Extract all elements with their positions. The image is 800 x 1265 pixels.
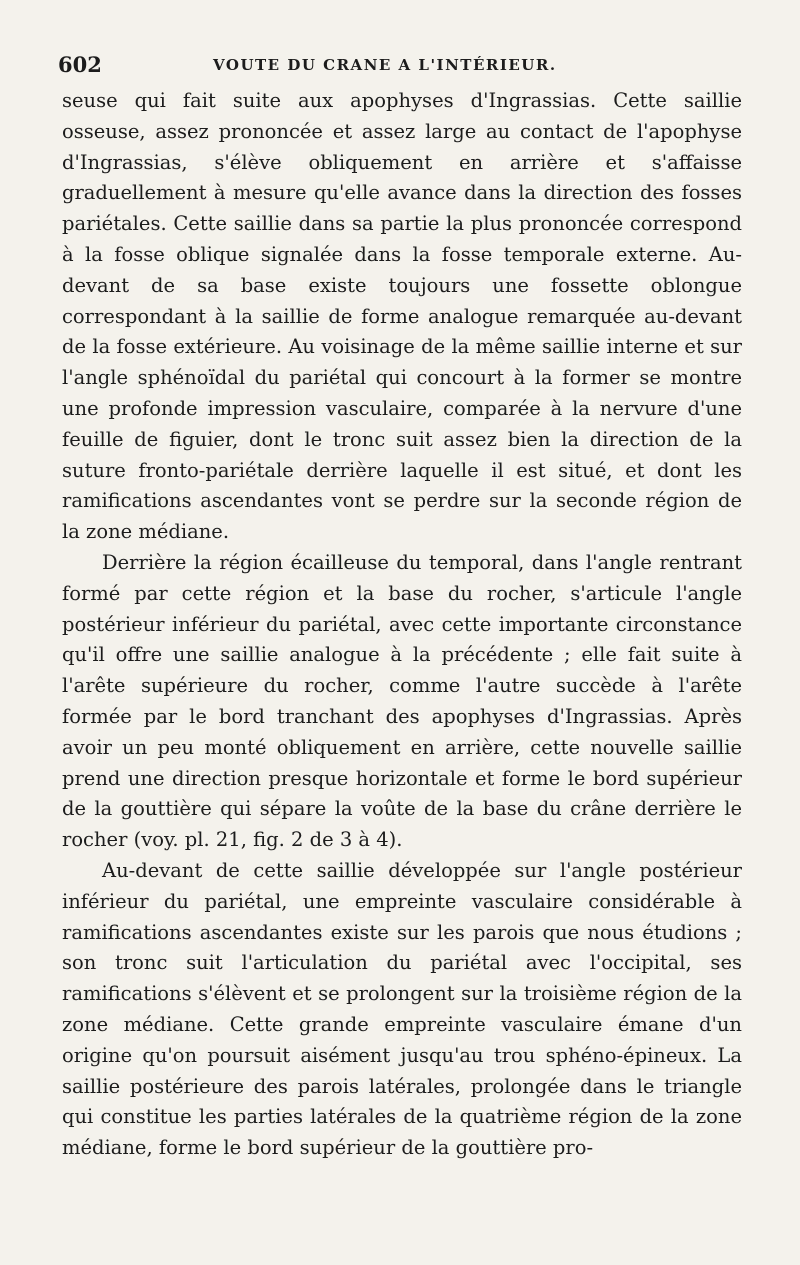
paragraph-1: seuse qui fait suite aux apophyses d'Ingrassias. Cette saillie osseuse, assez prononcée et assez large au contact de l'apophyse d'Ingrassias, s'élève obliquement en arrière et s'affaisse graduellement à mesure qu'elle avance dans la direction des fosses pariétales. Cette saillie dans sa partie la plus prononcée correspond à la fosse oblique signalée dans la fosse temporale externe. Au-devant de sa base existe toujours une fossette oblongue correspondant à la saillie de forme analogue remarquée au-devant de la fosse extérieure. Au voisinage de la même saillie interne et sur l'angle sphénoïdal du pariétal qui concourt à la former se montre une profonde impression vasculaire, comparée à la nervure d'une feuille de figuier, dont le tronc suit assez bien la direction de la suture fronto-pariétale derrière laquelle il est situé, et dont les ramifications ascendantes vont se perdre sur la seconde région de la zone médiane. xyxy=(62,89,742,544)
paragraph-2: Derrière la région écailleuse du temporal, dans l'angle rentrant formé par cette région et la base du rocher, s'articule l'angle postérieur inférieur du pariétal, avec cette importante circonstance qu'il offre une saillie analogue à la précédente ; elle fait suite à l'arête supérieure du rocher, comme l'autre succède à l'arête formée par le bord tranchant des apophyses d'Ingrassias. Après avoir un peu monté obliquement en arrière, cette nouvelle saillie prend une direction presque horizontale et forme le bord supérieur de la gouttière qui sépare la voûte de la base du crâne derrière le rocher (voy. pl. 21, fig. 2 de 3 à 4). xyxy=(62,550,742,852)
paragraph-3: Au-devant de cette saillie développée sur l'angle postérieur inférieur du pariétal, une empreinte vasculaire considérable à ramifications ascendantes existe sur les parois que nous étudions ; son tronc suit l'articulation du pariétal avec l'occipital, ses ramifications s'élèvent et se prolongent sur la troisième région de la zone médiane. Cette grande empreinte vasculaire émane d'un origine qu'on poursuit aisément jusqu'au trou sphéno-épineux. La saillie postérieure des parois latérales, prolongée dans le triangle qui constitue les parties latérales de la quatrième région de la zone médiane, forme le bord supérieur de la gouttière pro- xyxy=(62,858,742,1160)
running-head: VOUTE DU CRANE A L'INTÉRIEUR. xyxy=(213,56,557,74)
body-text xyxy=(62,86,742,1164)
page-number: 602 xyxy=(58,52,102,77)
